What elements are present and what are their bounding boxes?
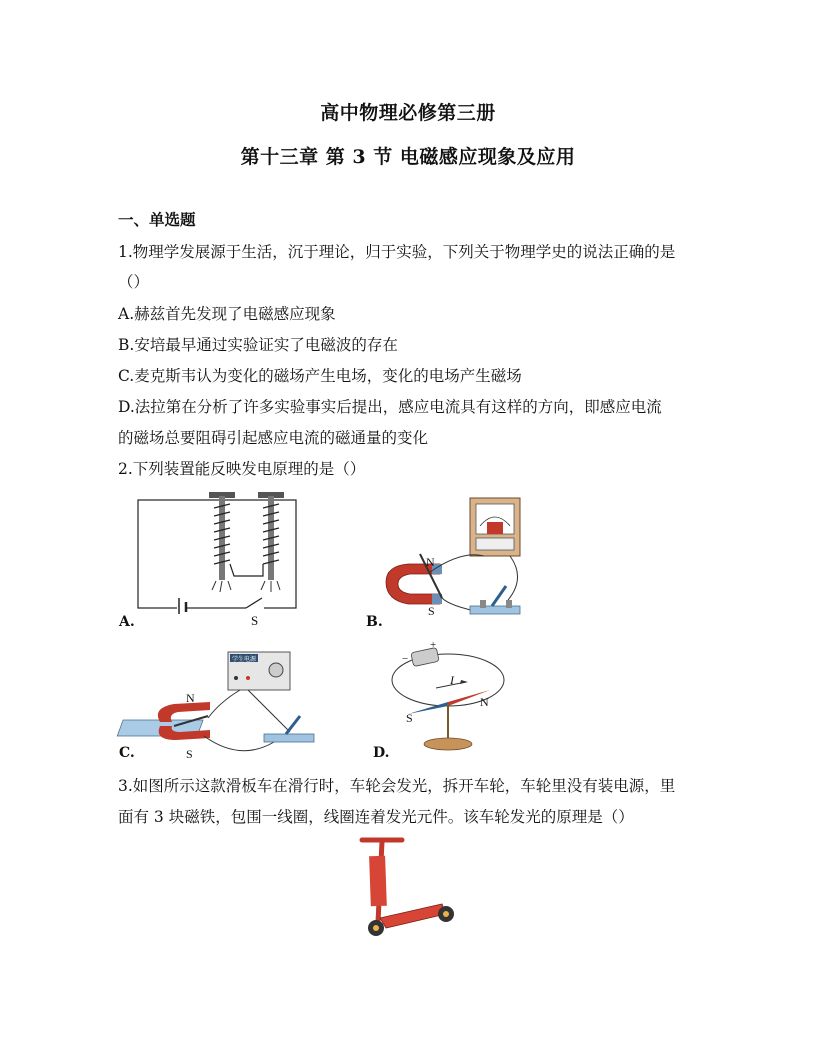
q1-stem-line1: 1.物理学发展源于生活，沉于理论，归于实验，下列关于物理学史的说法正确的是 (118, 243, 676, 261)
figure-d-minus-label: − (402, 653, 409, 665)
q1-stem-line2: （） (118, 273, 150, 291)
q1-option-a: A.赫兹首先发现了电磁感应现象 (118, 305, 336, 323)
document-subtitle: 第十三章 第 3 节 电磁感应现象及应用 (240, 146, 576, 168)
q2-label-b: B. (366, 614, 383, 630)
q1-option-d-line2: 的磁场总要阻碍引起感应电流的磁通量的变化 (118, 429, 429, 447)
q3-stem-line2: 面有 3 块磁铁，包围一线圈，线圈连着发光元件。该车轮发光的原理是（） (118, 808, 634, 826)
q1-option-c: C.麦克斯韦认为变化的磁场产生电场，变化的电场产生磁场 (118, 367, 522, 385)
figure-c-n-label: N (186, 691, 195, 705)
q2-label-d: D. (373, 745, 390, 761)
figure-a-switch-label: S (251, 613, 259, 628)
figure-c-s-label: S (186, 747, 193, 761)
figure-c-box-label: 学生电源 (232, 656, 257, 663)
figure-b-n-label: N (426, 555, 435, 569)
figure-b-s-label: S (428, 604, 435, 618)
figure-b-galvanometer (380, 494, 530, 624)
figure-d-compass (390, 640, 510, 758)
figure-d-plus-label: + (430, 639, 437, 651)
q2-stem: 2.下列装置能反映发电原理的是（） (118, 460, 366, 478)
q3-stem-line1: 3.如图所示这款滑板车在滑行时，车轮会发光，拆开车轮，车轮里没有装电源，里 (118, 777, 676, 795)
figure-q3-scooter (356, 832, 460, 942)
q2-label-a: A. (119, 614, 135, 630)
figure-a-electromagnet (134, 486, 300, 628)
q1-option-b: B.安培最早通过实验证实了电磁波的存在 (118, 336, 398, 354)
figure-d-s-label: S (406, 711, 413, 725)
figure-c-power-supply (144, 646, 320, 762)
section-heading: 一、单选题 (118, 210, 196, 229)
q1-option-d-line1: D.法拉第在分析了许多实验事实后提出，感应电流具有这样的方向，即感应电流 (118, 398, 662, 416)
figure-d-n-label: N (480, 695, 489, 709)
figure-d-current-label: I (450, 673, 454, 687)
q2-label-c: C. (119, 745, 135, 761)
document-title: 高中物理必修第三册 (320, 102, 496, 124)
